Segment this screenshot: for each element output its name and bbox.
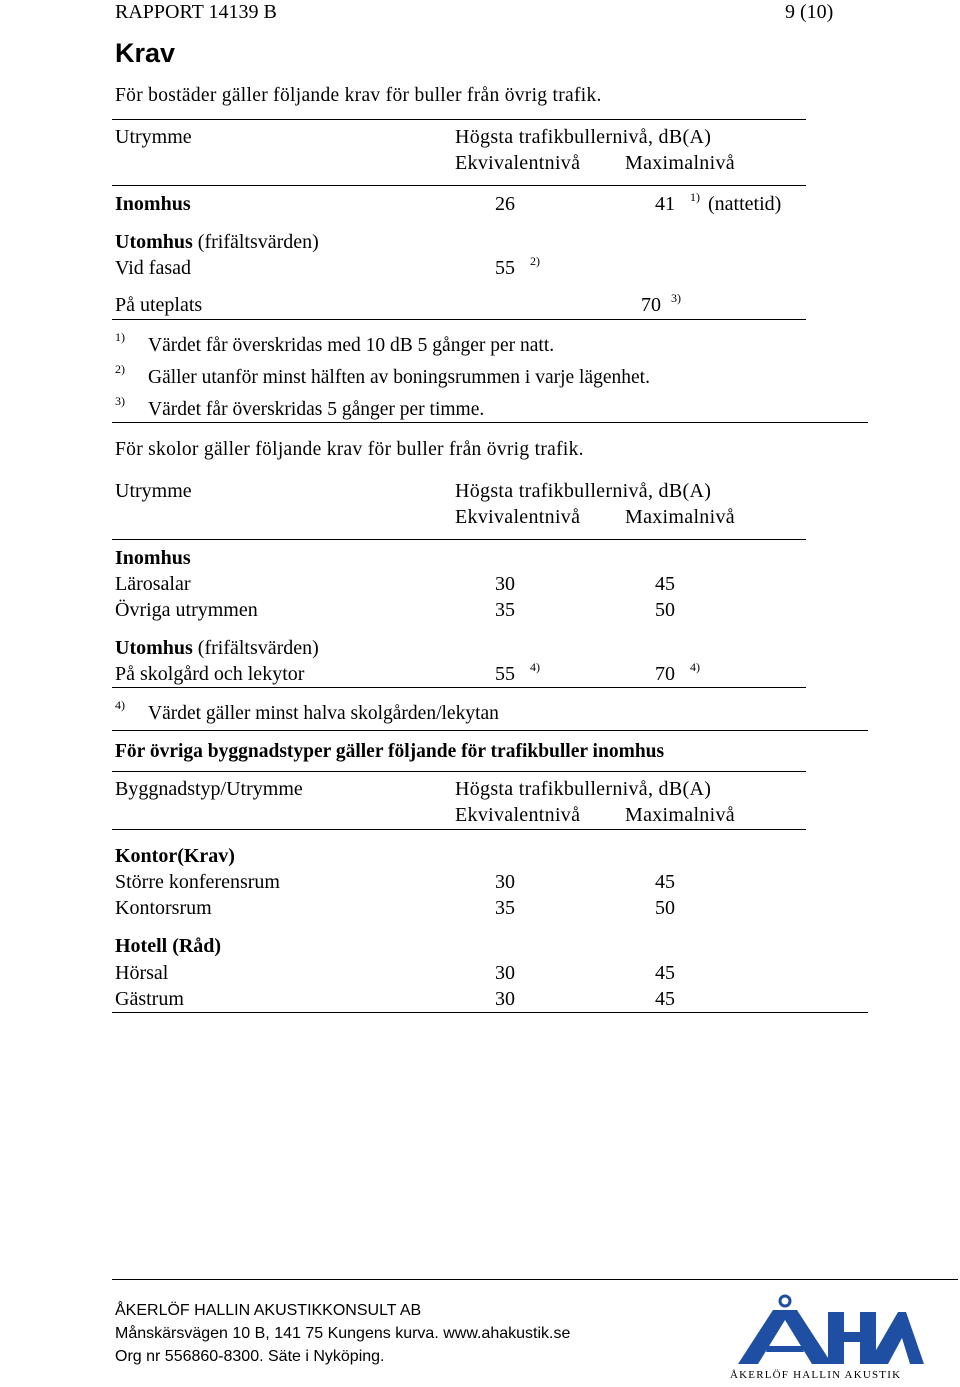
section1-indoor-max-note: (nattetid) — [708, 193, 782, 215]
section1-footnote2-mark: 2) — [115, 362, 125, 376]
page-title: Krav — [115, 38, 176, 68]
report-number: RAPPORT 14139 B — [115, 1, 277, 23]
section3-col-space: Byggnadstyp/Utrymme — [115, 778, 303, 800]
section1-top-rule — [112, 119, 806, 120]
footer-org: Org nr 556860-8300. Säte i Nyköping. — [115, 1348, 385, 1365]
section1-patio-max: 70 — [641, 294, 661, 316]
logo-caption: ÅKERLÖF HALLIN AKUSTIK — [730, 1369, 902, 1381]
section1-footnote2-text: Gäller utanför minst hälften av boningsrummen i varje lägenhet. — [148, 367, 650, 388]
section2-yard-max: 70 — [655, 663, 675, 685]
footer-address: Månskärsvägen 10 B, 141 75 Kungens kurva. www.ahakustik.se — [115, 1325, 571, 1342]
section2-outdoor-heading — [115, 638, 319, 658]
section2-yard-eq: 55 — [495, 663, 515, 685]
section1-outdoor-label: Utomhus — [115, 231, 193, 253]
section1-facade-eq: 55 — [495, 257, 515, 279]
table-row-max: 45 — [655, 962, 675, 984]
section3-col-level: Högsta trafikbullernivå, dB(A) — [455, 778, 712, 800]
section3-col-max: Maximalnivå — [625, 804, 735, 826]
section2-footnote-mark: 4) — [115, 698, 125, 712]
table-row-label: Övriga utrymmen — [115, 599, 258, 621]
section2-footnote-text: Värdet gäller minst halva skolgården/lekytan — [148, 703, 499, 724]
section1-col-eq: Ekvivalentnivå — [455, 152, 581, 174]
section1-footnote1-text: Värdet får överskridas med 10 dB 5 gånger per natt. — [148, 335, 555, 356]
table-row-max: 50 — [655, 897, 675, 919]
section1-header-rule — [112, 185, 806, 186]
table-row-eq: 30 — [495, 573, 515, 595]
section1-intro: För bostäder gäller följande krav för buller från övrig trafik. — [115, 85, 602, 106]
section1-outdoor-suffix: (frifältsvärden) — [197, 231, 319, 253]
section-separator-1 — [112, 422, 868, 423]
section2-header-rule — [112, 539, 806, 540]
section2-outdoor-label: Utomhus — [115, 637, 193, 659]
section3-hotel-heading: Hotell (Råd) — [115, 935, 222, 957]
table-row-label: Hörsal — [115, 962, 169, 984]
table-row-label: Större konferensrum — [115, 871, 280, 893]
section2-col-level: Högsta trafikbullernivå, dB(A) — [455, 480, 712, 502]
table-row-max: 45 — [655, 573, 675, 595]
section1-indoor-max: 41 — [655, 193, 675, 215]
section2-outdoor-suffix: (frifältsvärden) — [197, 637, 319, 659]
section1-footnote3-mark: 3) — [115, 394, 125, 408]
page-number: 9 (10) — [785, 1, 834, 23]
section3-col-eq: Ekvivalentnivå — [455, 804, 581, 826]
section1-col-level: Högsta trafikbullernivå, dB(A) — [455, 126, 712, 148]
table-row-max: 45 — [655, 988, 675, 1010]
section1-col-max: Maximalnivå — [625, 152, 735, 174]
table-row-max: 50 — [655, 599, 675, 621]
section1-indoor-eq: 26 — [495, 193, 515, 215]
table-row-label: Kontorsrum — [115, 897, 212, 919]
section2-bottom-rule — [112, 687, 806, 688]
section2-yard-max-sup: 4) — [690, 660, 700, 674]
section1-patio-label: På uteplats — [115, 294, 203, 316]
section1-bottom-rule — [112, 319, 806, 320]
section3-intro: För övriga byggnadstyper gäller följande för trafikbuller inomhus — [115, 741, 665, 762]
section1-footnote3-text: Värdet får överskridas 5 gånger per timme. — [148, 399, 485, 420]
section1-col-space: Utrymme — [115, 126, 192, 148]
section2-indoor-label: Inomhus — [115, 547, 191, 569]
section1-facade-eq-sup: 2) — [530, 254, 540, 268]
section2-yard-eq-sup: 4) — [530, 660, 540, 674]
section1-indoor-label: Inomhus — [115, 193, 191, 215]
section2-yard-label: På skolgård och lekytor — [115, 663, 305, 685]
table-row-label: Lärosalar — [115, 573, 191, 595]
table-row-eq: 30 — [495, 962, 515, 984]
section3-bottom-rule — [112, 1012, 868, 1013]
section1-indoor-max-sup: 1) — [690, 190, 700, 204]
section2-intro: För skolor gäller följande krav för buller från övrig trafik. — [115, 439, 584, 460]
company-logo — [728, 1292, 928, 1382]
section2-col-max: Maximalnivå — [625, 506, 735, 528]
table-row-eq: 30 — [495, 871, 515, 893]
table-row-eq: 30 — [495, 988, 515, 1010]
footer-rule — [112, 1279, 958, 1280]
section1-facade-label: Vid fasad — [115, 257, 191, 279]
section3-top-rule — [112, 771, 806, 772]
section2-col-space: Utrymme — [115, 480, 192, 502]
table-row-label: Gästrum — [115, 988, 184, 1010]
section-separator-2 — [112, 730, 868, 731]
table-row-eq: 35 — [495, 897, 515, 919]
footer-company: ÅKERLÖF HALLIN AKUSTIKKONSULT AB — [115, 1302, 422, 1319]
section3-office-heading: Kontor(Krav) — [115, 845, 235, 867]
table-row-max: 45 — [655, 871, 675, 893]
section1-outdoor-heading — [115, 232, 319, 252]
section3-header-rule — [112, 829, 806, 830]
section1-patio-max-sup: 3) — [671, 291, 681, 305]
section2-col-eq: Ekvivalentnivå — [455, 506, 581, 528]
table-row-eq: 35 — [495, 599, 515, 621]
section1-footnote1-mark: 1) — [115, 330, 125, 344]
